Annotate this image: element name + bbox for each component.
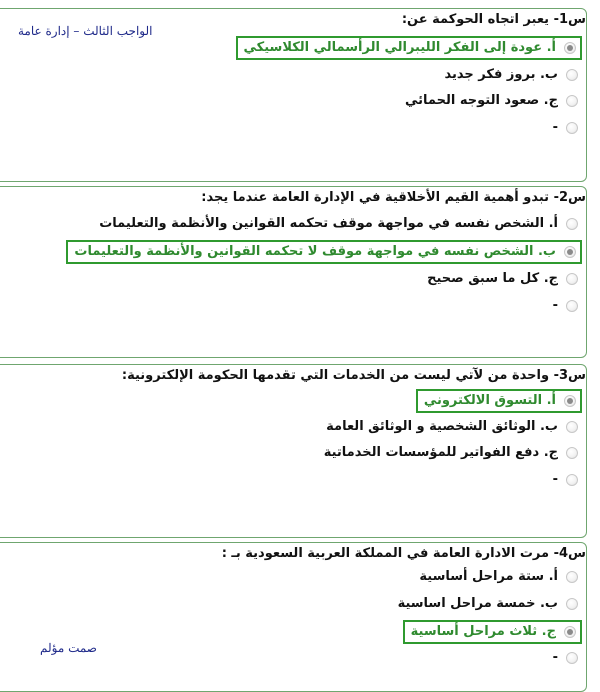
question-4-option-blank[interactable] — [553, 647, 578, 669]
question-1 — [0, 8, 587, 182]
radio-button[interactable] — [566, 571, 578, 583]
radio-button[interactable] — [566, 598, 578, 610]
question-1-option-c[interactable] — [405, 90, 578, 112]
question-3-option-c[interactable] — [324, 442, 578, 464]
question-4-text: مرت الادارة العامة في المملكة العربية السعودية بـ : — [221, 546, 550, 561]
option-label: ج. دفع الفواتير للمؤسسات الخدماتية — [323, 445, 558, 460]
radio-button[interactable] — [566, 218, 578, 230]
radio-button[interactable] — [566, 95, 578, 107]
question-2-option-a[interactable] — [99, 213, 578, 235]
question-3-number: س3- — [553, 368, 586, 383]
question-2-text: تبدو أهمية القيم الأخلاقية في الإدارة العامة عندما يجد: — [201, 190, 550, 205]
option-label: ب. الشخص نفسه في مواجهة موقف لا تحكمه القوانين والأنظمة والتعليمات — [74, 244, 556, 259]
question-1-option-blank[interactable] — [553, 117, 578, 139]
question-4-number: س4- — [553, 546, 586, 561]
question-2 — [0, 186, 587, 358]
question-3-option-blank[interactable] — [553, 469, 578, 491]
question-4-option-b[interactable] — [398, 593, 578, 615]
question-1-text: يعبر اتجاه الحوكمة عن: — [401, 12, 550, 27]
question-1-option-b[interactable] — [444, 64, 578, 86]
option-label: ب. خمسة مراحل اساسية — [397, 596, 558, 611]
radio-button[interactable] — [566, 474, 578, 486]
option-label: ب. الوثائق الشخصية و الوثائق العامة — [326, 419, 558, 434]
option-label: أ. الشخص نفسه في مواجهة موقف تحكمه القوانين والأنظمة والتعليمات — [99, 216, 558, 231]
radio-button-selected[interactable] — [564, 626, 576, 638]
question-4 — [0, 542, 587, 692]
question-2-option-blank[interactable] — [553, 295, 578, 317]
option-label: - — [552, 650, 558, 665]
option-label: أ. التسوق الالكتروني — [423, 393, 556, 408]
question-4-option-a[interactable] — [419, 566, 578, 588]
radio-button-selected[interactable] — [564, 246, 576, 258]
radio-button-selected[interactable] — [564, 42, 576, 54]
option-label: ب. بروز فكر جديد — [444, 67, 558, 82]
question-3-text: واحدة من لآتي ليست من الخدمات التي تقدمها الحكومة الإلكترونية: — [121, 368, 550, 383]
question-2-option-c[interactable] — [427, 268, 578, 290]
radio-button[interactable] — [566, 273, 578, 285]
radio-button[interactable] — [566, 447, 578, 459]
question-4-option-c[interactable] — [403, 620, 582, 644]
option-label: - — [552, 472, 558, 487]
option-label: ج. صعود التوجه الحمائي — [405, 93, 558, 108]
option-label: ج. ثلاث مراحل أساسية — [410, 624, 556, 639]
option-label: - — [552, 298, 558, 313]
question-3 — [0, 364, 587, 538]
radio-button[interactable] — [566, 122, 578, 134]
question-2-number: س2- — [553, 190, 586, 205]
option-label: أ. ستة مراحل أساسية — [419, 569, 558, 584]
radio-button[interactable] — [566, 421, 578, 433]
question-1-option-a[interactable] — [236, 36, 582, 60]
radio-button[interactable] — [566, 652, 578, 664]
radio-button[interactable] — [566, 300, 578, 312]
question-1-title — [402, 11, 586, 29]
question-3-option-b[interactable] — [326, 416, 578, 438]
question-3-title — [122, 367, 586, 385]
question-2-option-b[interactable] — [66, 240, 582, 264]
assignment-note: الواجب الثالث – إدارة عامة — [18, 24, 153, 38]
option-label: - — [552, 120, 558, 135]
question-2-title — [201, 189, 586, 207]
question-1-number: س1- — [553, 12, 586, 27]
question-4-title — [222, 545, 586, 563]
signature-text: صمت مؤلم — [40, 641, 97, 655]
option-label: أ. عودة إلى الفكر الليبرالي الرأسمالي الكلاسيكي — [243, 40, 556, 55]
question-3-option-a[interactable] — [416, 389, 582, 413]
option-label: ج. كل ما سبق صحيح — [427, 271, 558, 286]
radio-button-selected[interactable] — [564, 395, 576, 407]
radio-button[interactable] — [566, 69, 578, 81]
